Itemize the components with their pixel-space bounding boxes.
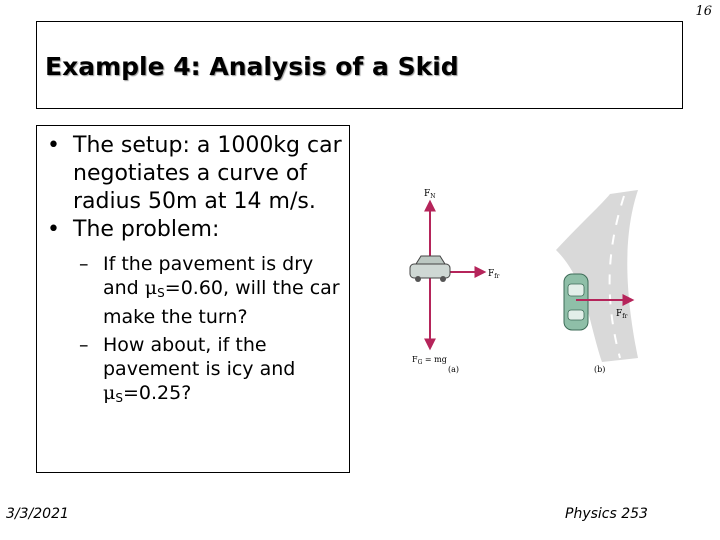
caption-a: (a) [448, 365, 460, 374]
label-fg: $F_G$ = mg [412, 355, 447, 366]
bullet-setup [43, 132, 343, 216]
sub-bullet-marker: – [79, 253, 89, 275]
sub-bullet-dry [43, 252, 343, 329]
mu-subscript: S [115, 391, 123, 405]
title-box [36, 21, 683, 109]
bullet-marker: • [47, 133, 60, 158]
mu-symbol: μ [103, 382, 116, 404]
sub-bullet-list [43, 252, 343, 410]
top-view-diagram [556, 190, 638, 374]
sub-bullet-text-after: =0.25? [122, 382, 192, 404]
slide-title: Example 4: Analysis of a Skid [45, 52, 459, 81]
mu-symbol: μ [144, 277, 158, 299]
caption-b: (b) [594, 365, 606, 374]
bullet-list [43, 132, 343, 414]
page-number: 16 [695, 4, 712, 19]
bullet-text: The setup: a 1000kg car negotiates a curve of radius 50m at 14 m/s. [73, 133, 342, 214]
mu-subscript: S [157, 286, 165, 300]
footer-date: 3/3/2021 [6, 506, 69, 522]
free-body-diagram [410, 189, 499, 374]
sub-bullet-text-before: How about, if the pavement is icy and [103, 334, 296, 380]
sub-bullet-marker: – [79, 334, 89, 356]
bullet-problem [43, 216, 343, 244]
sub-bullet-icy [43, 333, 343, 410]
skid-figure [388, 180, 650, 380]
sub-bullet-text-after: =0.60, will the car make the turn? [103, 277, 340, 328]
car-side-icon [410, 256, 450, 282]
label-ffr-b: $F_{fr}$ [616, 309, 628, 320]
sub-bullet-text-before: If the pavement is dry and [103, 253, 314, 299]
bullet-marker: • [47, 217, 60, 242]
label-ffr-a: $F_{fr}$ [488, 269, 500, 280]
content-box [36, 125, 350, 473]
car-top-icon [564, 274, 588, 330]
label-fn: $F_N$ [424, 189, 436, 200]
bullet-text: The problem: [73, 217, 220, 242]
footer-course: Physics 253 [565, 506, 648, 522]
